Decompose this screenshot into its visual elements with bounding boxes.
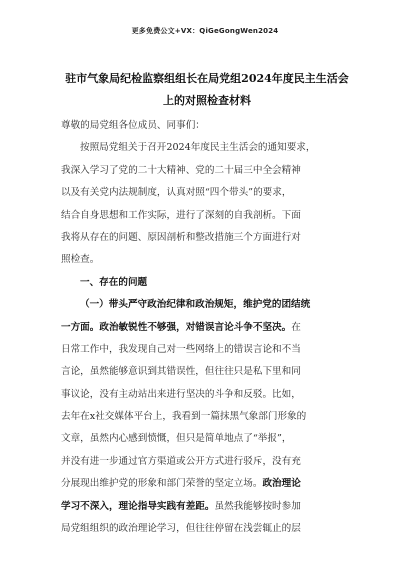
document-title xyxy=(62,68,352,112)
bold-phrase: 学习不深入，理论指导实践有差距。 xyxy=(61,500,215,512)
intro-line: 以及有关党内法规制度，认真对照“四个带头”的要求， xyxy=(61,187,292,199)
section-heading: 一、存在的问题 xyxy=(80,276,148,288)
greeting: 尊敬的局党组各位成员、同事们： xyxy=(61,120,205,131)
subsection-heading-text: 一方面。政治敏锐性不够强，对错误言论斗争不坚决。 xyxy=(61,321,292,333)
top-note: 更多免费公文+VX：QiGeGongWen2024 xyxy=(131,27,279,35)
body-line: 事议论，没有主动站出来进行坚决的斗争和反驳。比如， xyxy=(61,388,301,400)
intro-line: 按照局党组关于召开2024年度民主生活会的通知要求， xyxy=(80,142,316,154)
body-line-mixed xyxy=(61,496,353,518)
body-line: 局党组组织的政治理论学习，但往往停留在浅尝辄止的层 xyxy=(61,523,301,535)
document-body xyxy=(61,115,353,540)
body-text: 虽然我能够按时参加 xyxy=(214,500,301,512)
intro-line: 照检查。 xyxy=(61,254,100,266)
body-line-mixed xyxy=(61,473,353,495)
intro-line: 结合自身思想和工作实际，进行了深刻的自我剖析。下面 xyxy=(61,209,301,221)
bold-phrase: 政治理论 xyxy=(262,478,301,490)
intro-line: 我深入学习了党的二十大精神、党的二十届三中全会精神 xyxy=(61,164,301,176)
body-text: 在 xyxy=(291,321,301,333)
title-line-1: 驻市气象局纪检监察组组长在局党组2024年度民主生活会 xyxy=(65,72,349,85)
subsection-heading-cont xyxy=(61,317,353,339)
subsection-heading: （一）带头严守政治纪律和政治规矩，维护党的团结统 xyxy=(80,299,311,311)
title-line-2: 上的对照检查材料 xyxy=(163,94,251,107)
body-line: 言论，虽然能够意识到其错误性，但往往只是私下里和同 xyxy=(61,366,301,378)
body-line: 去年在x社交媒体平台上，我看到一篇抹黑气象部门形象的 xyxy=(61,411,307,423)
body-line: 日常工作中，我发现自己对一些网络上的错误言论和不当 xyxy=(61,343,301,355)
intro-line: 我将从存在的问题、原因剖析和整改措施三个方面进行对 xyxy=(61,231,301,243)
body-text: 分展现出维护党的形象和部门荣誉的坚定立场。 xyxy=(61,478,263,490)
body-line: 并没有进一步通过官方渠道或公开方式进行驳斥，没有充 xyxy=(61,455,301,467)
body-line: 文章，虽然内心感到愤慨，但只是简单地点了“举报”， xyxy=(61,433,292,445)
